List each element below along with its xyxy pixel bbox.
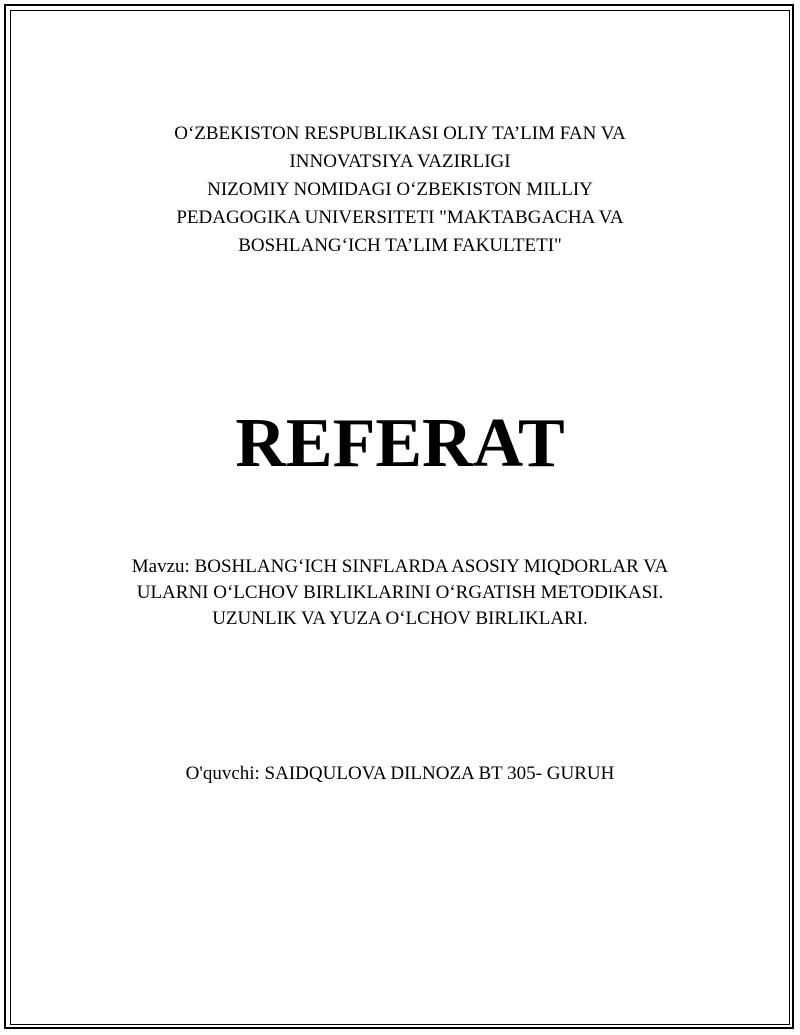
header-line: O‘ZBEKISTON RESPUBLIKASI OLIY TA’LIM FAN VA	[174, 123, 626, 144]
header-line: PEDAGOGIKA UNIVERSITETI "MAKTABGACHA VA	[176, 207, 624, 228]
topic-line: ULARNI O‘LCHOV BIRLIKLARINI O‘RGATISH METODIKASI.	[136, 582, 664, 603]
institution-header	[0, 120, 800, 260]
student-info: O'quvchi: SAIDQULOVA DILNOZA BT 305- GURUH	[185, 763, 615, 784]
topic-line: Mavzu: BOSHLANG‘ICH SINFLARDA ASOSIY MIQDORLAR VA	[131, 556, 669, 577]
document-title: REFERAT	[235, 405, 565, 482]
header-line: NIZOMIY NOMIDAGI O‘ZBEKISTON MILLIY	[207, 179, 593, 200]
topic-line: UZUNLIK VA YUZA O‘LCHOV BIRLIKLARI.	[212, 608, 588, 629]
header-line: INNOVATSIYA VAZIRLIGI	[289, 151, 511, 172]
topic-block	[0, 554, 800, 632]
header-line: BOSHLANG‘ICH TA’LIM FAKULTETI"	[238, 235, 562, 256]
